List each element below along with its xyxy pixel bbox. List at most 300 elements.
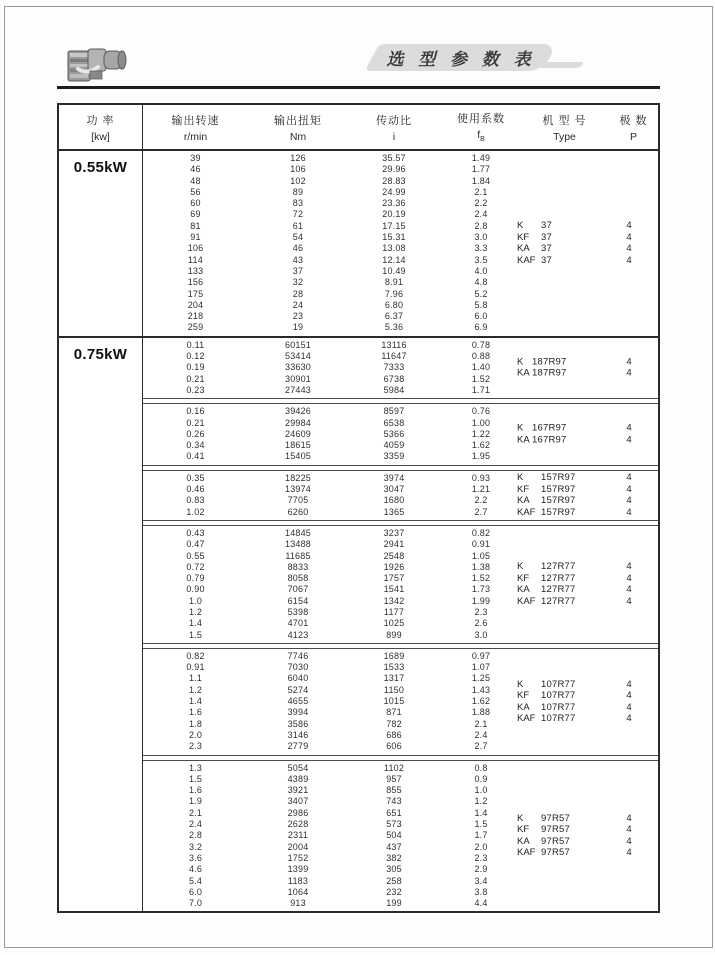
- data-block: [143, 338, 658, 398]
- table-cell: 0.8: [474, 762, 488, 773]
- type-prefix: KAF: [517, 847, 536, 859]
- type-row: [517, 836, 657, 848]
- table-cell: 1541: [383, 584, 405, 595]
- table-cell: 17.15: [382, 220, 406, 231]
- table-cell: 259: [187, 322, 204, 333]
- table-cell: 13488: [284, 539, 312, 550]
- table-cell: 4059: [383, 440, 405, 451]
- table-row: [143, 385, 658, 396]
- table-cell: 1.07: [471, 662, 491, 673]
- type-row: [517, 495, 657, 507]
- type-prefix: KF: [517, 824, 530, 836]
- table-cell: 156: [187, 277, 204, 288]
- table-cell: 2.3: [188, 741, 203, 752]
- table-cell: 5.4: [188, 875, 203, 886]
- type-prefix: K: [517, 812, 524, 824]
- table-cell: 1.4: [474, 807, 488, 818]
- poles-value: 4: [626, 812, 632, 824]
- gearmotor-illustration: [66, 43, 128, 85]
- table-cell: 1.5: [188, 773, 203, 784]
- table-cell: 1.49: [471, 153, 491, 163]
- table-cell: 0.21: [186, 373, 205, 384]
- table-cell: 0.83: [186, 495, 205, 506]
- table-cell: 0.43: [186, 527, 205, 538]
- type-code: 127R77: [541, 595, 576, 607]
- table-cell: 6538: [383, 417, 405, 428]
- table-cell: 0.46: [186, 484, 205, 495]
- header-factor-unit: $f_B$: [477, 129, 485, 144]
- table-cell: 2311: [287, 830, 309, 841]
- type-list: [517, 220, 657, 266]
- type-prefix: KA: [517, 584, 530, 596]
- table-cell: 5274: [287, 684, 309, 695]
- table-cell: 1.7: [474, 830, 488, 841]
- table-cell: 1183: [287, 875, 309, 886]
- table-cell: 4389: [287, 773, 309, 784]
- table-cell: 1.21: [471, 484, 491, 495]
- power-label: 0.75kW: [59, 338, 143, 912]
- type-code: 157R97: [541, 495, 576, 507]
- table-cell: 2941: [383, 539, 405, 550]
- table-cell: 29.96: [382, 164, 406, 175]
- table-cell: 81: [190, 220, 201, 231]
- poles-value: 4: [626, 231, 632, 243]
- type-code: 107R77: [541, 678, 576, 690]
- table-header: [59, 105, 658, 151]
- poles-value: 4: [626, 367, 632, 379]
- table-row: [143, 176, 658, 187]
- table-cell: 2.8: [474, 220, 488, 231]
- table-cell: 1926: [383, 561, 405, 572]
- table-cell: 5984: [383, 384, 405, 395]
- table-row: [143, 796, 658, 807]
- table-cell: 0.79: [186, 573, 205, 584]
- type-code: 97R57: [541, 835, 570, 847]
- table-cell: 913: [290, 898, 306, 909]
- type-code: 187R97: [532, 356, 567, 368]
- header-factor: [440, 105, 522, 149]
- table-row: [143, 266, 658, 277]
- table-cell: 1399: [287, 864, 309, 875]
- table-cell: 13.08: [382, 243, 406, 254]
- table-cell: 2986: [287, 807, 309, 818]
- header-speed-unit: r/min: [183, 130, 208, 143]
- table-cell: 10.49: [382, 265, 406, 276]
- table-cell: 0.55: [186, 550, 205, 561]
- power-label: 0.55kW: [59, 151, 143, 336]
- poles-value: 4: [626, 356, 632, 368]
- type-prefix: K: [517, 472, 524, 484]
- table-cell: 7067: [287, 584, 309, 595]
- type-prefix: KAF: [517, 713, 536, 725]
- type-prefix: KF: [517, 572, 530, 584]
- poles-value: 4: [626, 713, 632, 725]
- type-list: [517, 561, 657, 607]
- type-row: [517, 243, 657, 255]
- table-cell: 0.82: [471, 527, 491, 538]
- table-cell: 7.0: [188, 898, 203, 909]
- table-cell: 1.95: [471, 451, 491, 462]
- table-cell: 1.43: [471, 684, 491, 695]
- table-cell: 3.2: [188, 841, 203, 852]
- header-speed-cn: 输出转速: [171, 114, 220, 127]
- table-row: [143, 289, 658, 300]
- table-cell: 855: [386, 785, 402, 796]
- table-cell: 782: [386, 718, 402, 729]
- table-cell: 2.0: [188, 729, 203, 740]
- table-row: [143, 340, 658, 351]
- table-cell: 2628: [287, 819, 309, 830]
- header-type: [522, 105, 607, 149]
- header-ratio: [348, 105, 440, 149]
- type-row: [517, 356, 657, 368]
- type-code: 97R57: [541, 847, 570, 859]
- table-cell: 23: [292, 311, 304, 322]
- type-prefix: K: [517, 220, 524, 232]
- table-row: [143, 198, 658, 209]
- power-section: [59, 151, 658, 336]
- header-torque: [248, 105, 348, 149]
- type-code: 37: [541, 220, 552, 232]
- table-cell: 1.62: [471, 696, 491, 707]
- table-cell: 3586: [287, 718, 309, 729]
- table-cell: 0.41: [186, 451, 205, 462]
- table-cell: 6.0: [188, 886, 203, 897]
- type-prefix: KA: [517, 701, 530, 713]
- table-cell: 2.9: [474, 864, 488, 875]
- table-cell: 0.19: [186, 362, 205, 373]
- table-cell: 1342: [383, 595, 405, 606]
- table-cell: 1.4: [188, 696, 203, 707]
- table-cell: 1365: [383, 506, 405, 517]
- type-list: [517, 813, 657, 859]
- table-cell: 1.2: [188, 606, 203, 617]
- table-cell: 5.2: [474, 288, 488, 299]
- section-blocks: [143, 151, 658, 336]
- table-cell: 6.9: [474, 322, 488, 333]
- poles-value: 4: [626, 701, 632, 713]
- type-row: [517, 690, 657, 702]
- page-header: [0, 0, 715, 103]
- type-code: 187R97: [532, 367, 567, 379]
- table-cell: 1.6: [188, 707, 203, 718]
- data-block: [143, 648, 658, 755]
- table-cell: 20.19: [382, 209, 406, 220]
- table-cell: 7030: [287, 662, 309, 673]
- table-cell: 2.8: [188, 830, 203, 841]
- header-poles-cn: 极 数: [619, 114, 648, 127]
- table-cell: 106: [187, 243, 204, 254]
- data-block: [143, 470, 658, 520]
- table-row: [143, 311, 658, 322]
- table-cell: 0.91: [186, 662, 205, 673]
- type-list: [517, 679, 657, 725]
- table-cell: 382: [386, 852, 402, 863]
- type-code: 157R97: [541, 472, 576, 484]
- data-block: [143, 525, 658, 643]
- table-cell: 0.93: [471, 472, 491, 483]
- table-cell: 89: [292, 186, 304, 197]
- type-code: 37: [541, 243, 552, 255]
- type-row: [517, 847, 657, 859]
- type-prefix: KF: [517, 690, 530, 702]
- poles-value: 4: [626, 572, 632, 584]
- table-cell: 199: [386, 898, 402, 909]
- table-row: [143, 763, 658, 774]
- table-cell: 0.26: [186, 428, 205, 439]
- table-cell: 2.3: [474, 606, 488, 617]
- header-type-cn: 机 型 号: [542, 114, 587, 127]
- table-cell: 0.11: [186, 339, 205, 350]
- table-cell: 3.0: [474, 232, 488, 243]
- table-cell: 2.4: [474, 729, 488, 740]
- table-cell: 0.9: [474, 773, 488, 784]
- table-cell: 3974: [383, 472, 405, 483]
- table-cell: 2.6: [474, 618, 488, 629]
- poles-value: 4: [626, 690, 632, 702]
- table-cell: 743: [386, 796, 402, 807]
- table-cell: 1.71: [471, 384, 491, 395]
- table-cell: 258: [386, 875, 402, 886]
- type-row: [517, 813, 657, 825]
- poles-value: 4: [626, 835, 632, 847]
- table-cell: 56: [190, 186, 201, 197]
- type-list: [517, 356, 657, 379]
- table-cell: 46: [292, 243, 304, 254]
- table-cell: 1.5: [188, 629, 203, 640]
- table-row: [143, 876, 658, 887]
- table-cell: 8597: [383, 406, 405, 417]
- table-cell: 28: [292, 288, 304, 299]
- poles-value: 4: [626, 847, 632, 859]
- poles-value: 4: [626, 495, 632, 507]
- table-cell: 0.97: [471, 650, 491, 661]
- table-cell: 24: [292, 299, 304, 310]
- table-cell: 1.02: [186, 506, 205, 517]
- table-cell: 0.12: [186, 351, 205, 362]
- table-cell: 0.91: [471, 539, 491, 550]
- table-sections: [59, 151, 658, 911]
- table-cell: 1.00: [471, 417, 491, 428]
- table-cell: 5.36: [384, 322, 404, 333]
- type-prefix: K: [517, 356, 524, 368]
- table-cell: 114: [188, 254, 203, 265]
- table-cell: 1.73: [471, 584, 491, 595]
- table-cell: 1.3: [188, 762, 203, 773]
- table-cell: 43: [292, 254, 304, 265]
- table-cell: 83: [292, 198, 304, 209]
- table-cell: 14845: [284, 527, 312, 538]
- table-cell: 3237: [383, 527, 405, 538]
- table-row: [143, 898, 658, 909]
- type-row: [517, 368, 657, 380]
- type-code: 167R97: [532, 434, 567, 446]
- table-cell: 28.83: [382, 175, 406, 186]
- table-cell: 1533: [383, 662, 405, 673]
- header-power: [59, 105, 143, 149]
- table-cell: 18225: [284, 472, 312, 483]
- table-cell: 23.36: [382, 198, 406, 209]
- table-cell: 0.35: [186, 472, 205, 483]
- header-poles: [607, 105, 660, 149]
- type-code: 97R57: [541, 824, 570, 836]
- type-prefix: KAF: [517, 506, 536, 518]
- data-block: [143, 151, 658, 336]
- table-cell: 0.34: [186, 440, 205, 451]
- table-cell: 1.6: [188, 785, 203, 796]
- type-list: [517, 472, 657, 518]
- table-cell: 0.78: [471, 339, 491, 350]
- table-cell: 7.96: [384, 288, 404, 299]
- table-cell: 1025: [383, 618, 405, 629]
- table-cell: 27443: [284, 384, 312, 395]
- table-cell: 1.38: [471, 561, 491, 572]
- table-cell: 1.0: [188, 595, 203, 606]
- table-cell: 2.7: [474, 506, 488, 517]
- gearmotor-photo: [66, 43, 128, 85]
- table-row: [143, 551, 658, 562]
- table-row: [143, 406, 658, 417]
- poles-value: 4: [626, 254, 632, 266]
- table-cell: 4123: [287, 629, 309, 640]
- header-power-cn: 功 率: [86, 114, 115, 127]
- type-prefix: K: [517, 422, 524, 434]
- table-cell: 39: [190, 153, 201, 163]
- type-code: 37: [541, 231, 552, 243]
- table-cell: 2.2: [474, 198, 488, 209]
- table-row: [143, 887, 658, 898]
- type-row: [517, 679, 657, 691]
- type-row: [517, 423, 657, 435]
- table-cell: 60151: [284, 339, 312, 350]
- table-cell: 48: [190, 175, 201, 186]
- table-cell: 4701: [287, 618, 309, 629]
- table-cell: 606: [386, 741, 402, 752]
- table-row: [143, 300, 658, 311]
- table-cell: 24609: [284, 428, 312, 439]
- table-cell: 102: [290, 175, 306, 186]
- table-cell: 1.1: [188, 673, 203, 684]
- table-cell: 11647: [381, 351, 407, 362]
- table-cell: 91: [190, 232, 201, 243]
- header-type-unit: Type: [553, 130, 576, 143]
- type-prefix: KAF: [517, 595, 536, 607]
- table-row: [143, 662, 658, 673]
- table-row: [143, 451, 658, 462]
- table-cell: 24.99: [382, 186, 406, 197]
- table-row: [143, 164, 658, 175]
- table-cell: 686: [386, 729, 402, 740]
- table-cell: 175: [187, 288, 204, 299]
- table-cell: 30901: [284, 373, 312, 384]
- table-cell: 3921: [287, 785, 309, 796]
- type-row: [517, 713, 657, 725]
- poles-value: 4: [626, 483, 632, 495]
- table-cell: 126: [290, 153, 306, 163]
- table-cell: 3359: [383, 451, 405, 462]
- type-row: [517, 507, 657, 519]
- table-row: [143, 539, 658, 550]
- table-cell: 13116: [381, 339, 407, 350]
- type-code: 157R97: [541, 483, 576, 495]
- poles-value: 4: [626, 243, 632, 255]
- table-cell: 32: [292, 277, 304, 288]
- table-cell: 2.3: [474, 852, 488, 863]
- table-cell: 1.84: [471, 175, 491, 186]
- type-code: 127R77: [541, 561, 576, 573]
- table-cell: 3.3: [474, 243, 488, 254]
- type-code: 107R77: [541, 701, 576, 713]
- poles-value: 4: [626, 434, 632, 446]
- table-cell: 6.0: [474, 311, 488, 322]
- table-cell: 2548: [383, 550, 405, 561]
- poles-value: 4: [626, 506, 632, 518]
- table-row: [143, 774, 658, 785]
- type-prefix: KF: [517, 231, 530, 243]
- table-cell: 573: [386, 819, 402, 830]
- section-blocks: [143, 338, 658, 912]
- table-cell: 0.72: [186, 561, 205, 572]
- poles-value: 4: [626, 824, 632, 836]
- table-cell: 871: [386, 707, 402, 718]
- table-cell: 1689: [383, 650, 405, 661]
- type-row: [517, 596, 657, 608]
- table-cell: 0.47: [186, 539, 205, 550]
- selection-parameter-table: [57, 103, 660, 913]
- type-prefix: KA: [517, 243, 530, 255]
- table-row: [143, 607, 658, 618]
- table-cell: 1.05: [471, 550, 491, 561]
- table-cell: 2004: [287, 841, 309, 852]
- type-row: [517, 561, 657, 573]
- type-row: [517, 472, 657, 484]
- type-prefix: KA: [517, 367, 530, 379]
- table-cell: 1.88: [471, 707, 491, 718]
- table-row: [143, 618, 658, 629]
- table-cell: 8058: [287, 573, 309, 584]
- table-row: [143, 277, 658, 288]
- poles-value: 4: [626, 220, 632, 232]
- table-cell: 218: [187, 311, 204, 322]
- type-prefix: K: [517, 678, 524, 690]
- type-row: [517, 220, 657, 232]
- table-cell: 33630: [284, 362, 312, 373]
- type-row: [517, 824, 657, 836]
- table-cell: 5.8: [474, 299, 488, 310]
- table-cell: 37: [292, 265, 304, 276]
- table-row: [143, 153, 658, 164]
- table-cell: 1015: [383, 696, 405, 707]
- power-section: [59, 336, 658, 912]
- table-cell: 2.4: [188, 819, 203, 830]
- table-cell: 61: [292, 220, 304, 231]
- table-cell: 5054: [287, 762, 309, 773]
- type-row: [517, 434, 657, 446]
- type-list: [517, 423, 657, 446]
- table-cell: 15405: [284, 451, 312, 462]
- table-cell: 899: [386, 629, 402, 640]
- table-cell: 1.62: [471, 440, 491, 451]
- header-torque-cn: 输出扭矩: [274, 114, 322, 127]
- type-prefix: KAF: [517, 254, 536, 266]
- table-cell: 1.2: [188, 684, 203, 695]
- type-prefix: KA: [517, 835, 530, 847]
- poles-value: 4: [626, 422, 632, 434]
- header-ratio-cn: 传动比: [376, 114, 412, 127]
- table-cell: 2.0: [474, 841, 488, 852]
- table-cell: 4.6: [188, 864, 203, 875]
- table-cell: 1.52: [471, 373, 491, 384]
